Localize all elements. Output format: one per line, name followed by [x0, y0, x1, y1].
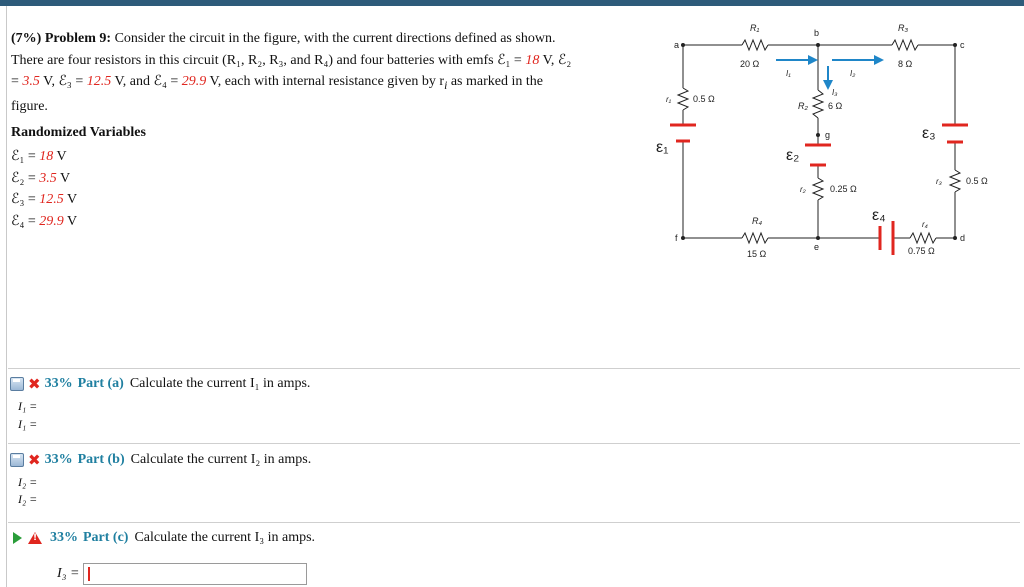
node-g-label: g [825, 130, 831, 140]
divider-2 [8, 443, 1020, 444]
part-b-pct: 33% [44, 452, 73, 467]
r2-label: r₂ [800, 185, 806, 194]
part-b-answer-1: I₂ = [18, 475, 38, 489]
R4-label: R₄ [752, 216, 763, 226]
R2-label: R₂ [798, 101, 808, 111]
R2-value: 6 Ω [828, 101, 843, 111]
I1-label: I₁ [786, 69, 791, 78]
node-e-label: e [814, 242, 820, 252]
rand-item-e3: ℰ₃ = 12.5 V [11, 192, 78, 207]
rand-item-e4: ℰ₄ = 29.9 V [11, 213, 78, 229]
e4-value: 29.9 [181, 74, 207, 89]
R4-value: 15 Ω [747, 249, 767, 259]
R3-value: 8 Ω [898, 59, 913, 69]
e1-value: 18 [525, 52, 540, 68]
part-a-answer-1: I₁ = [18, 399, 38, 413]
problem-text-3: V, ℰ₂ [539, 52, 572, 68]
part-c-header[interactable] [10, 530, 315, 546]
R1-label: R₁ [750, 23, 760, 33]
E2-label: ε₂ [786, 147, 800, 164]
node-f-label: f [675, 233, 678, 243]
save-icon[interactable] [10, 453, 24, 467]
problem-text-1: Consider the circuit in the figure, with the current directions defined as shown. [114, 31, 556, 46]
part-b-header[interactable] [10, 451, 311, 469]
randomized-list [11, 146, 77, 232]
problem-weight: (7%) [11, 31, 42, 46]
problem-text-6: V, and ℰ₄ = [111, 74, 182, 89]
r2-value: 0.25 Ω [830, 184, 857, 194]
incorrect-icon: ✖ [28, 451, 41, 469]
problem-text-2: There are four resistors in this circuit (R₁, R₂, R₃, and R₄) and four batteries with emfs ℰ₁ = [11, 52, 526, 68]
node-c-label: c [960, 40, 965, 50]
r1-value: 0.5 Ω [693, 94, 715, 104]
problem-text-9: figure. [11, 99, 48, 115]
r3-label: r₃ [936, 177, 942, 186]
randomized-heading: Randomized Variables [11, 125, 146, 140]
problem-text-7: V, each with internal resistance given by r [206, 74, 445, 89]
part-a-answer-2: I₁ = [18, 417, 38, 431]
part-c-label: Part (c) [83, 530, 129, 545]
e3-value: 12.5 [86, 74, 112, 89]
R1-value: 20 Ω [740, 59, 760, 69]
part-a-label: Part (a) [77, 376, 124, 391]
problem-text-4: = [11, 74, 23, 89]
E1-label: ε₁ [656, 139, 669, 156]
R3-label: R₃ [898, 23, 909, 33]
problem-text-8: as marked in the [447, 74, 543, 89]
play-icon[interactable] [13, 532, 22, 544]
I2-label: I₂ [850, 69, 856, 78]
node-b-label: b [814, 28, 820, 38]
part-b-label: Part (b) [77, 452, 125, 467]
answer-input-box[interactable] [83, 563, 307, 585]
part-b-answer-2: I₂ = [18, 492, 38, 506]
incorrect-icon: ✖ [28, 375, 41, 393]
e2-value: 3.5 [22, 74, 40, 89]
problem-text-7-sub: i [444, 78, 448, 92]
r1-label: r₁ [666, 95, 672, 104]
part-a-header[interactable] [10, 375, 310, 393]
divider-1 [8, 368, 1020, 369]
part-b-question: Calculate the current I₂ in amps. [130, 452, 312, 467]
part-c-pct: 33% [50, 530, 78, 545]
node-a-label: a [674, 40, 680, 50]
part-c-input-row [57, 563, 307, 585]
r4-label: r₄ [922, 220, 928, 229]
E4-label: ε₄ [872, 207, 886, 224]
warning-icon [28, 532, 42, 544]
save-icon[interactable] [10, 377, 24, 391]
problem-statement [11, 28, 651, 118]
node-d-label: d [960, 233, 966, 243]
problem-label: Problem 9: [44, 31, 112, 46]
rand-item-e1: ℰ₁ = 18 V [11, 149, 67, 164]
part-a-question: Calculate the current I₁ in amps. [129, 376, 311, 391]
I3-label: I₃ [832, 88, 838, 97]
circuit-diagram [650, 18, 1020, 268]
E3-label: ε₃ [922, 125, 936, 142]
part-c-input-label: I₃ = [57, 566, 80, 581]
left-border [6, 6, 7, 587]
divider-3 [8, 522, 1020, 523]
top-bar [0, 0, 1024, 6]
r4-value: 0.75 Ω [908, 246, 935, 256]
part-c-question: Calculate the current I₃ in amps. [134, 530, 316, 545]
problem-text-5: V, ℰ₃ = [39, 74, 87, 89]
part-a-pct: 33% [44, 376, 73, 391]
rand-item-e2: ℰ₂ = 3.5 V [11, 170, 71, 186]
answer-input[interactable] [92, 564, 306, 584]
r3-value: 0.5 Ω [966, 176, 988, 186]
